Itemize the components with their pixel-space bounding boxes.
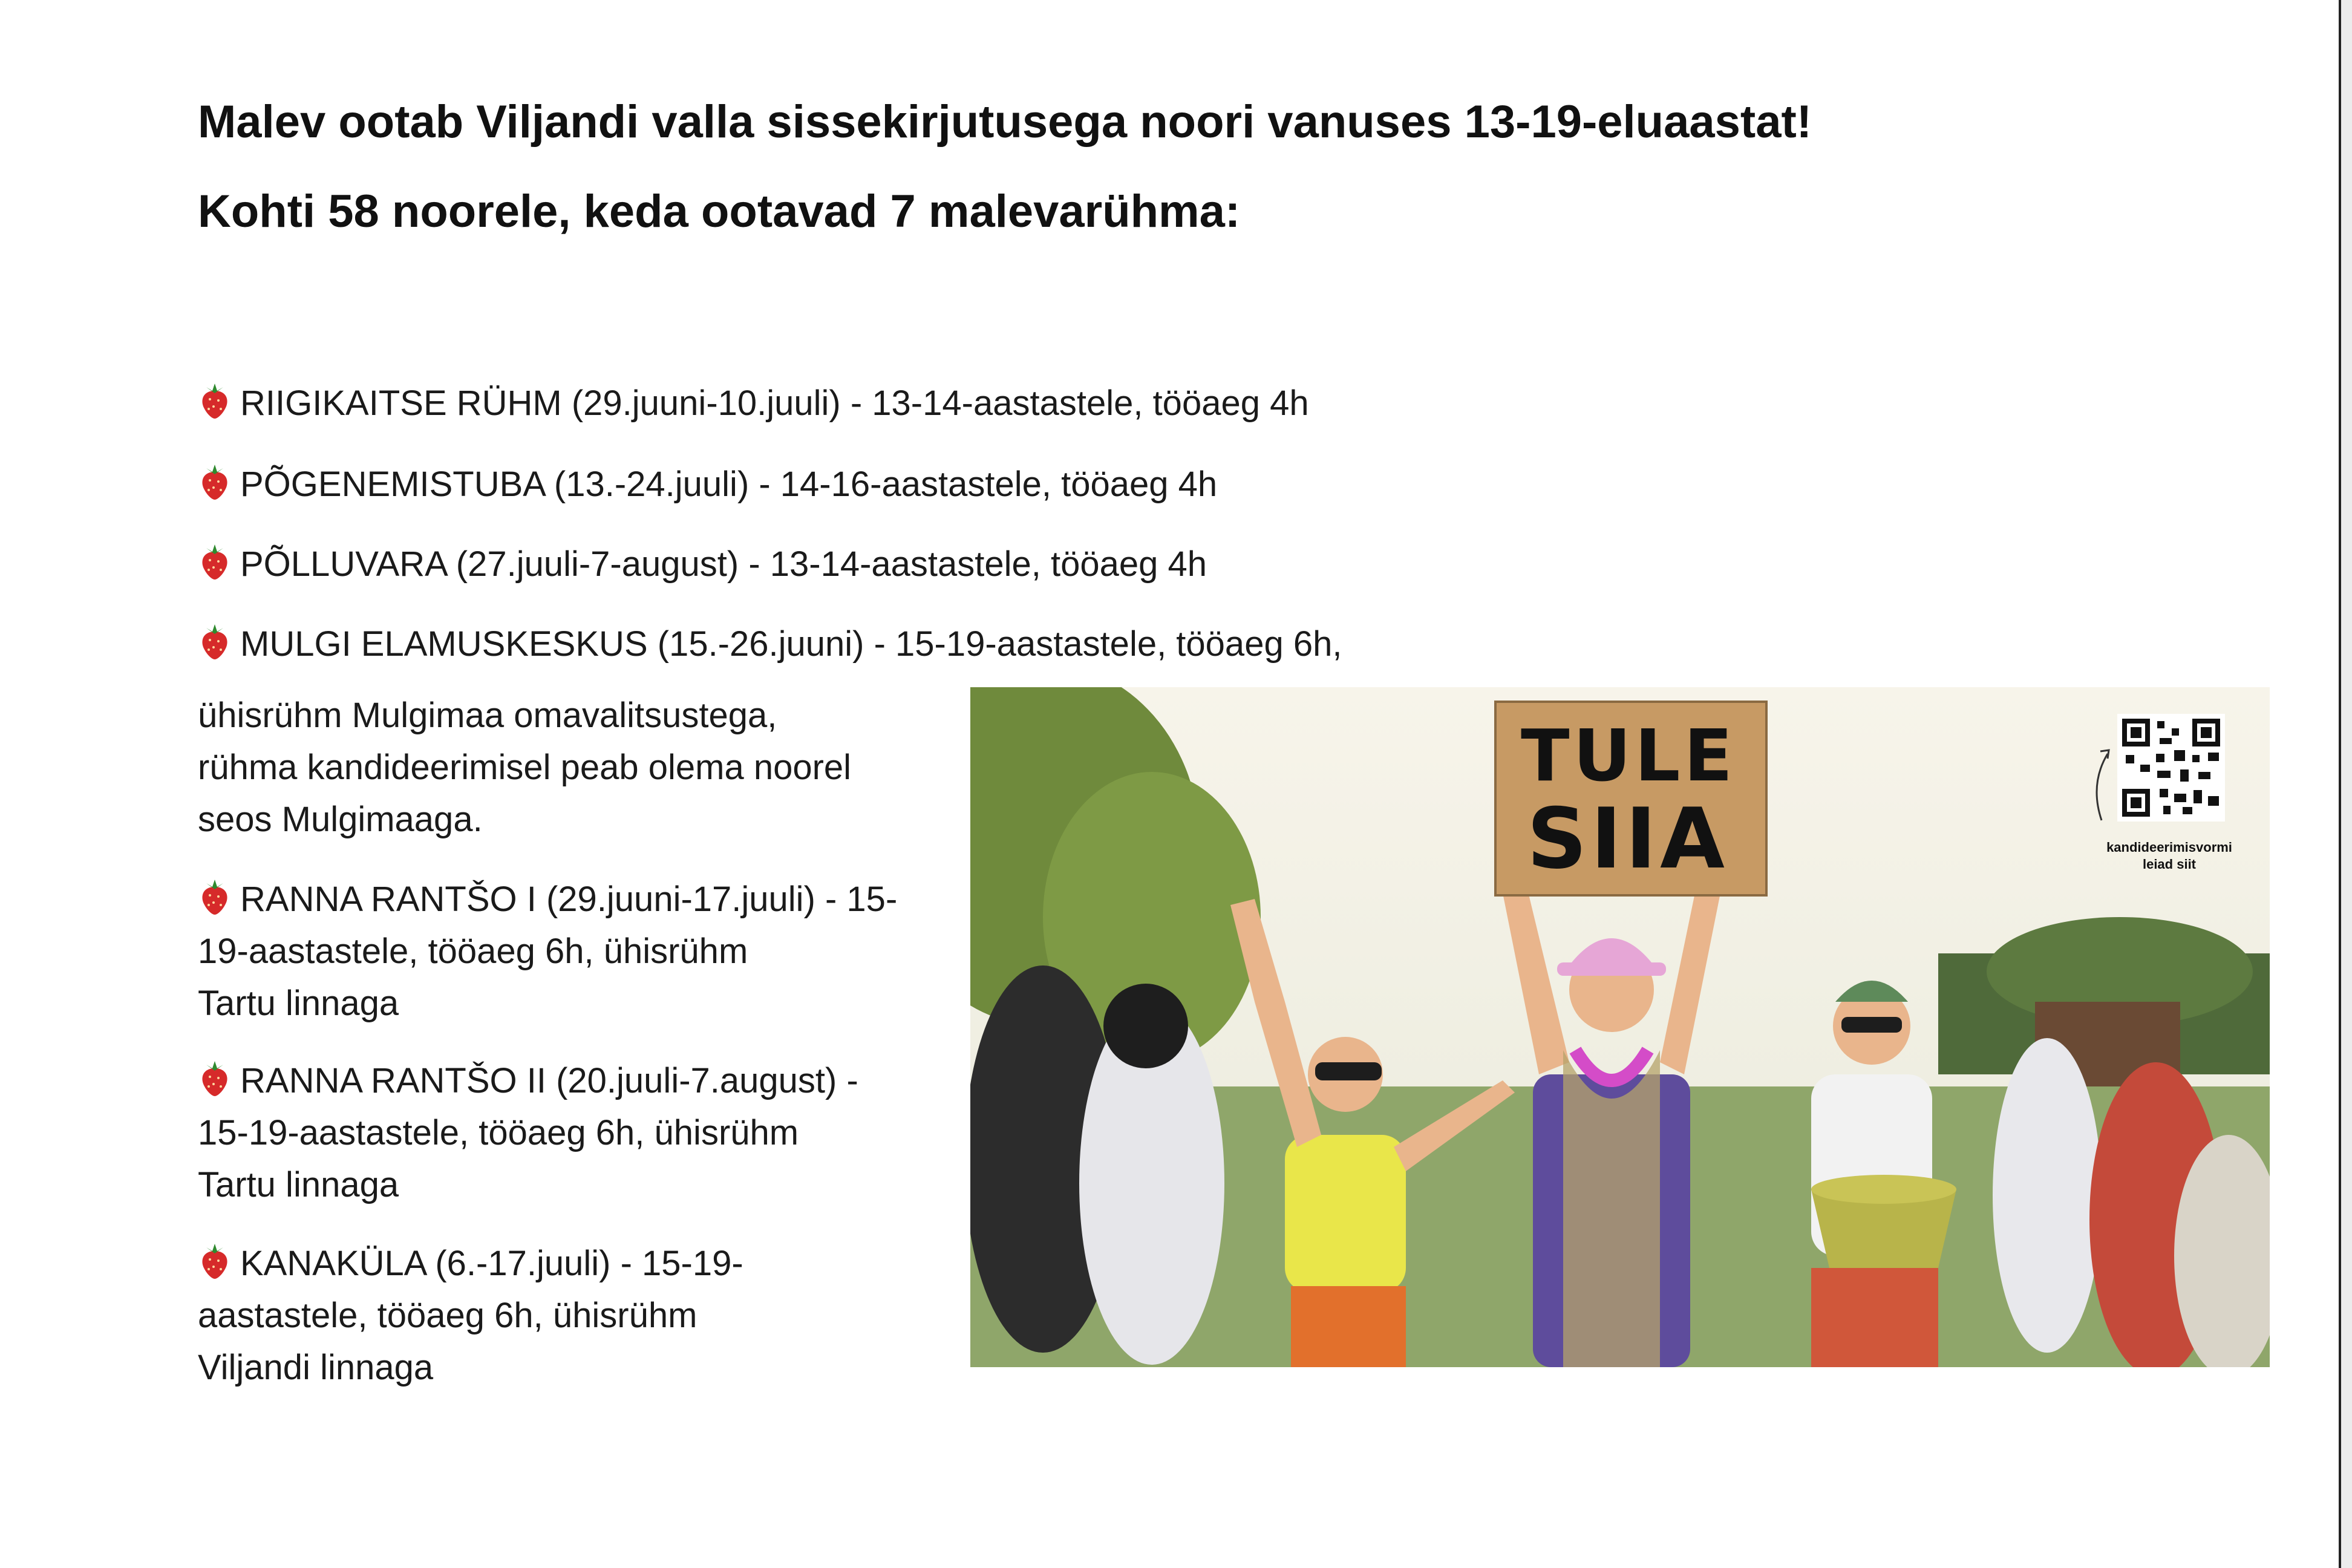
strawberry-icon — [198, 382, 232, 420]
group-text: RIIGIKAITSE RÜHM (29.juuni-10.juuli) - 13-14-aastastele, tööaeg 4h — [240, 384, 1309, 423]
strawberry-icon — [198, 543, 232, 581]
group-text-continuation: 19-aastastele, tööaeg 6h, ühisrühm — [198, 932, 748, 971]
qr-caption-line1: kandideerimisvormi — [2106, 840, 2232, 855]
event-photo — [970, 687, 2270, 1367]
group-text-continuation: aastastele, tööaeg 6h, ühisrühm — [198, 1296, 697, 1335]
group-text-continuation: 15-19-aastastele, tööaeg 6h, ühisrühm — [198, 1113, 799, 1152]
strawberry-icon — [198, 1243, 232, 1280]
group-item-ranna-rantso-1 — [198, 878, 897, 921]
group-text-continuation: Viljandi linnaga — [198, 1348, 434, 1387]
strawberry-icon — [198, 1060, 232, 1097]
group-text-continuation: seos Mulgimaaga. — [198, 800, 483, 839]
group-text: KANAKÜLA (6.-17.juuli) - 15-19- — [240, 1244, 743, 1283]
group-item-kanakula — [198, 1243, 743, 1285]
page-title: Malev ootab Viljandi valla sissekirjutusega noori vanuses 13-19-eluaastat! — [198, 96, 1812, 148]
group-item-pogenemistuba — [198, 463, 1217, 506]
group-item-ranna-rantso-2 — [198, 1060, 858, 1102]
sign-text-line1: TULE — [1521, 714, 1737, 797]
group-text: PÕGENEMISTUBA (13.-24.juuli) - 14-16-aastastele, tööaeg 4h — [240, 465, 1218, 504]
group-item-riigikaitse — [198, 382, 1309, 425]
strawberry-icon — [198, 878, 232, 916]
sign-text-line2: SIIA — [1527, 790, 1728, 887]
group-item-polluvara — [198, 543, 1207, 586]
group-text: PÕLLUVARA (27.juuli-7-august) - 13-14-aastastele, tööaeg 4h — [240, 544, 1207, 584]
group-text-continuation: ühisrühm Mulgimaa omavalitsustega, — [198, 696, 777, 735]
group-text-continuation: rühma kandideerimisel peab olema noorel — [198, 748, 852, 787]
group-text: RANNA RANTŠO II (20.juuli-7.august) - — [240, 1061, 858, 1100]
group-text: MULGI ELAMUSKESKUS (15.-26.juuni) - 15-19-aastastele, tööaeg 6h, — [240, 624, 1342, 664]
strawberry-icon — [198, 623, 232, 661]
group-text-continuation: Tartu linnaga — [198, 984, 399, 1023]
window-edge — [2339, 0, 2352, 1568]
strawberry-icon — [198, 463, 232, 501]
group-text-continuation: Tartu linnaga — [198, 1165, 399, 1204]
qr-caption-line2: leiad siit — [2142, 857, 2197, 872]
group-item-mulgi — [198, 623, 1342, 665]
group-text: RANNA RANTŠO I (29.juuni-17.juuli) - 15- — [240, 880, 898, 919]
page-subtitle: Kohti 58 noorele, keda ootavad 7 malevarühma: — [198, 186, 1241, 237]
